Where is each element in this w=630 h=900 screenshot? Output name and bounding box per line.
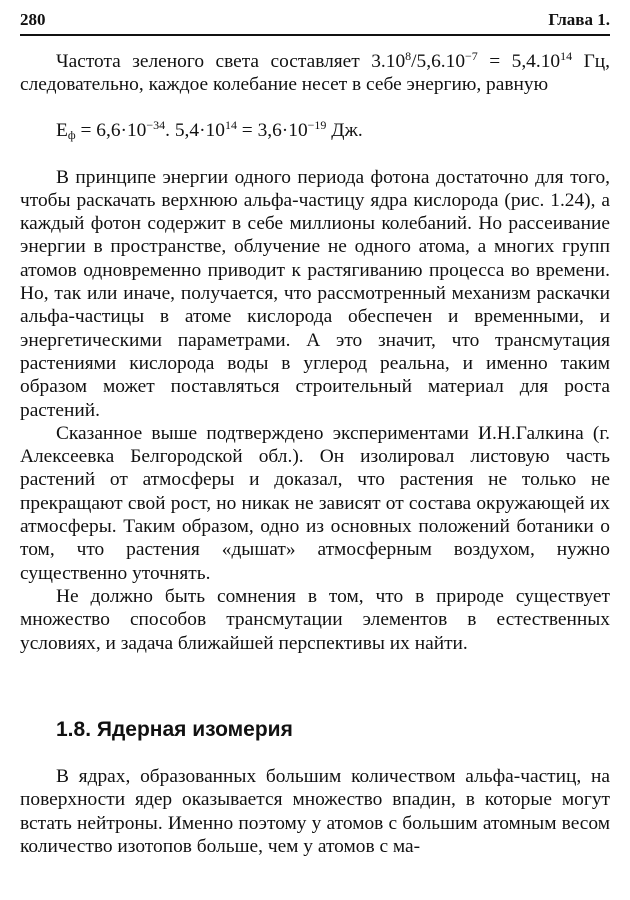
page-header <box>20 8 610 36</box>
energy-formula: $E_ф = 6,6\cdot 10^{-34}$. $5,4\cdot 10^{14} = 3,6\cdot 10^{-19}$ Дж. <box>56 117 363 142</box>
paragraph: В ядрах, образованных большим количеством альфа-частиц, на поверхности ядер оказывается множество впадин, в которые могут встать нейтроны. Именно поэтому у атомов с большим атомным весом количество изотопов больше, чем у атомов с ма- <box>20 766 610 857</box>
section-heading: 1.8. Ядерная изомерия <box>56 718 293 741</box>
paragraph: В принципе энергии одного периода фотона достаточно для того, чтобы раскачать верхнюю альфа-частицу ядра кислорода (рис. 1.24), а каждый фотон содержит в себе миллионы колебаний. Но рассеивание энергии в пространстве, облучение не одного атома, а многих групп атомов одновременно приводит к растягиванию процесса во времени. Но, так или иначе, получается, что рассмотренный механизм раскачки альфа-частицы в атоме кислорода обеспечен и временными, и энергетическими параметрами. А это значит, что трансмутация растениями кислорода воды в углерод реальна, и именно таким образом может поставляться строительный материал для роста растений. <box>20 166 610 421</box>
section-text <box>20 765 610 858</box>
main-text <box>20 50 610 655</box>
page-number: 280 <box>20 10 46 29</box>
paragraph: Не должно быть сомнения в том, что в природе существует множество способов трансмутации элементов в естественных условиях, и задача ближайшей перспективы их найти. <box>20 585 610 654</box>
intro-paragraph: Частота зеленого света составляет $3.10^8/5,6.10^{-7} = 5,4.10^{14}$ Гц, следовательно, каждое колебание несет в себе энергию, равную <box>20 49 611 96</box>
paragraph: Сказанное выше подтверждено экспериментами И.Н.Галкина (г. Алексеевка Белгородской обл.). Он изолировал листовую часть растений от атмосферы и доказал, что растения не только не прекращают свой рост, но никак не зависят от состава окружающей их атмосферы. Таким образом, одно из основных положений ботаники о том, что растения «дышат» атмосферным воздухом, нужно существенно уточнять. <box>20 422 610 584</box>
chapter-title: Глава 1. <box>548 10 610 29</box>
